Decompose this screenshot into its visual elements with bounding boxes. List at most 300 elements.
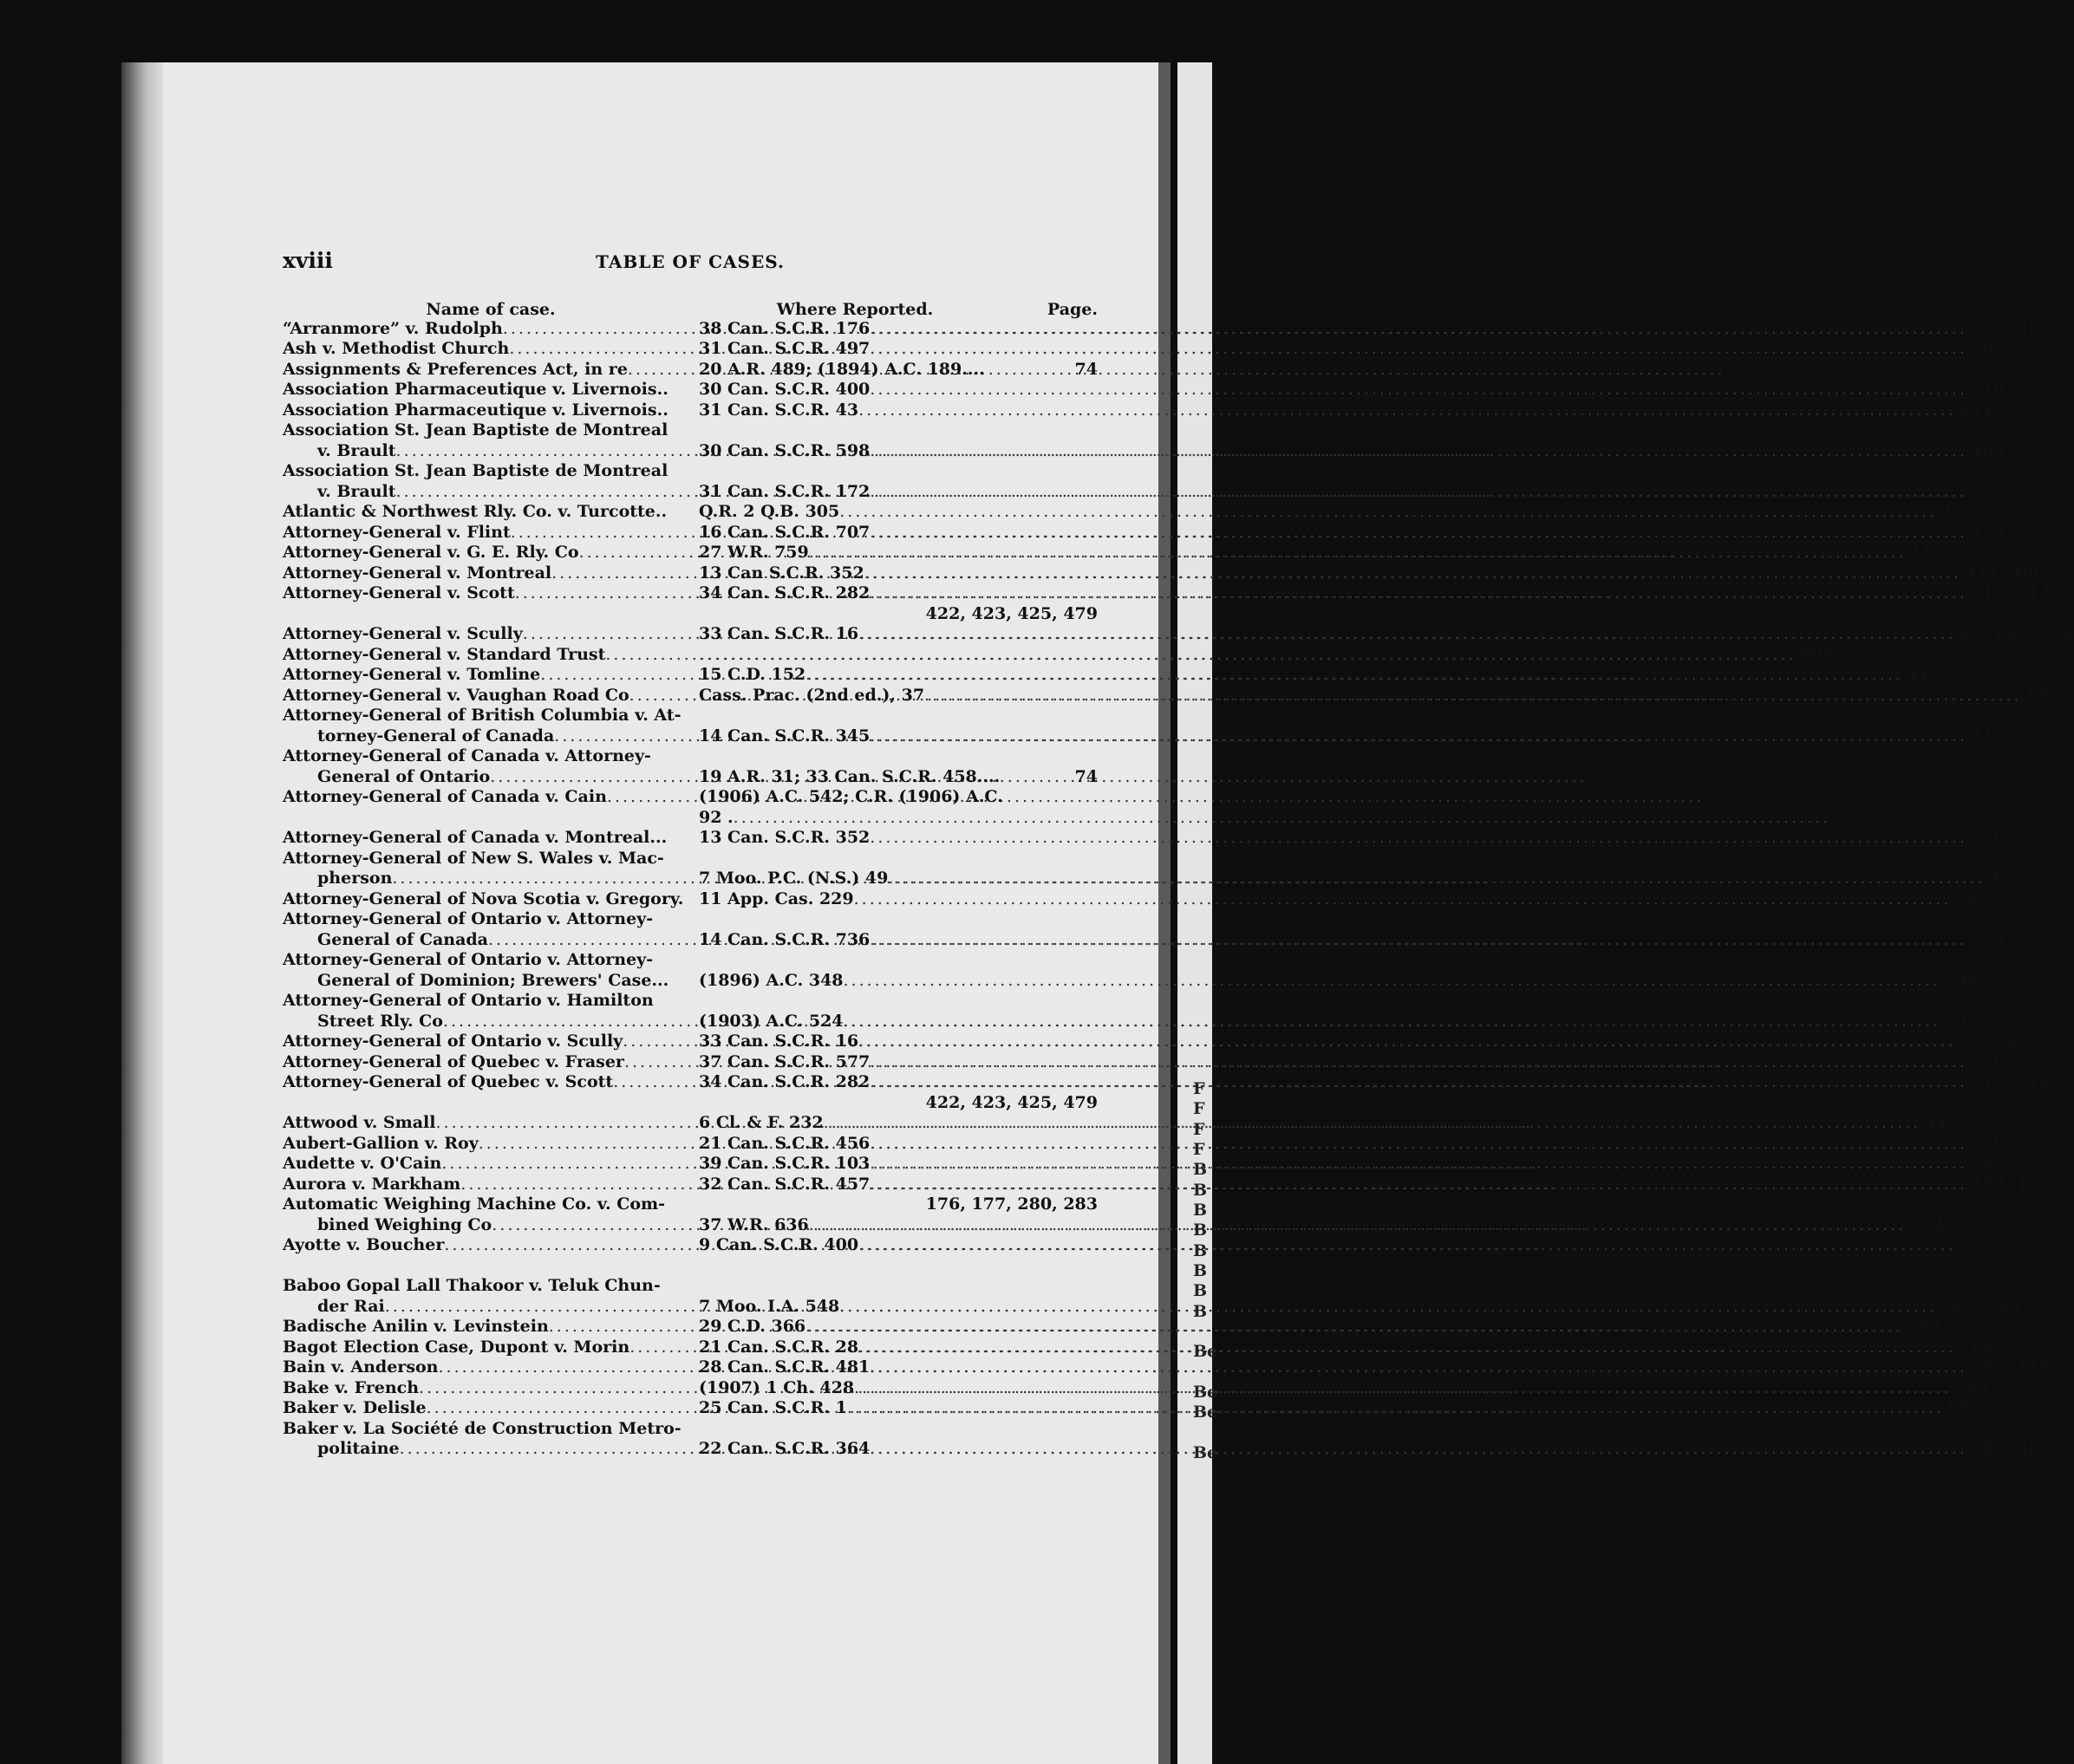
- where-reported: 25 Can. S.C.R. 1: [699, 1398, 847, 1417]
- where-reported: (1903) A.C. 524: [699, 1011, 844, 1031]
- where-reported-cell: [699, 522, 2006, 544]
- facing-page-fragment: Be: [1193, 1383, 1218, 1402]
- page-number: 192: [2025, 685, 2060, 705]
- case-name-cell: [283, 1052, 699, 1073]
- page-number: 74: [1074, 766, 1098, 786]
- dot-leader: [870, 1175, 1967, 1195]
- case-name-cell: [283, 971, 699, 992]
- case-name-cell: [283, 686, 699, 706]
- page-number: 337: [1944, 1011, 1979, 1031]
- case-name-cell: [283, 1378, 699, 1399]
- dot-leader: [870, 828, 1967, 849]
- case-name: bined Weighing Co: [317, 1214, 492, 1234]
- case-name-cell: [283, 604, 699, 625]
- table-row: [283, 950, 1098, 971]
- column-headers: [283, 298, 1098, 319]
- dot-leader: [864, 563, 1962, 584]
- page-number: 326: [1970, 1051, 2006, 1071]
- table-row: [283, 1032, 2074, 1052]
- page-number: 41: [1906, 665, 1930, 684]
- where-reported-cell: [699, 1113, 1959, 1134]
- where-reported-cell: [699, 563, 2045, 584]
- dot-leader: [870, 339, 1967, 360]
- dot-leader: [858, 1235, 1956, 1256]
- case-name: Assignments & Preferences Act, in re: [283, 359, 628, 379]
- page-number: 246: [1970, 828, 2006, 847]
- case-name: Attorney-General v. Vaughan Road Co: [283, 685, 629, 705]
- page-number: 336: [1944, 970, 1979, 990]
- where-reported: 39 Can. S.C.R. 103: [699, 1154, 871, 1173]
- where-reported: 13 Can S.C.R. 352: [699, 563, 864, 583]
- table-row: [283, 1011, 1979, 1032]
- page-number: 277, 415: [1970, 1357, 2051, 1377]
- case-name-cell: [283, 441, 699, 462]
- table-row: [283, 1113, 1959, 1134]
- where-reported: 20 A.R. 489; (1894) A.C. 189....: [699, 359, 985, 379]
- table-row: [283, 929, 2006, 951]
- dot-leader: [870, 441, 1967, 462]
- case-name: Attorney-General of Ontario v. Scully: [283, 1032, 623, 1051]
- case-name: Attorney-General v. Tomline: [283, 665, 541, 684]
- table-row: [283, 828, 2006, 849]
- case-name: Attorney-General v. Standard Trust: [283, 644, 606, 664]
- dot-leader: [870, 1134, 1967, 1155]
- where-reported-cell: [699, 339, 1994, 360]
- page-number: 257: [1940, 502, 1975, 521]
- where-reported: 30 Can. S.C.R. 400: [699, 380, 871, 399]
- case-name: Attorney-General of New S. Wales v. Mac-: [283, 848, 664, 868]
- page-number: 445: [1924, 1113, 1959, 1132]
- page-number: 49, 169, 282: [1959, 1032, 2074, 1051]
- table-row: [283, 1194, 1098, 1215]
- page-number: 240: [1970, 1133, 2006, 1153]
- facing-page-fragment: B: [1193, 1201, 1208, 1220]
- where-reported: 7 Moo. I.A. 548: [699, 1296, 840, 1316]
- facing-page-fragment: B: [1193, 1241, 1208, 1260]
- where-reported-cell: [699, 1051, 2006, 1073]
- page-number: 59: [1834, 807, 1857, 827]
- where-reported-cell: [699, 746, 1098, 767]
- table-row: [283, 685, 2060, 706]
- page-number: 584: [1909, 1214, 1944, 1234]
- facing-page-fragment: B: [1193, 1160, 1208, 1179]
- case-name: Automatic Weighing Machine Co. v. Com-: [283, 1194, 666, 1214]
- dot-leader: [839, 502, 1937, 523]
- case-name: pherson: [317, 869, 393, 888]
- page-number: 334: [1988, 869, 2024, 888]
- case-name-cell: [283, 950, 699, 971]
- case-name-cell: [283, 360, 699, 381]
- where-reported: Cass. Prac. (2nd ed.), 37: [699, 685, 925, 705]
- facing-page-edge: [1177, 62, 1212, 1764]
- case-name-cell: [283, 1215, 699, 1236]
- page-number: 272: [1959, 1235, 1994, 1254]
- table-row: [283, 339, 1994, 360]
- page-number: 349: [1970, 929, 2006, 949]
- where-reported-cell: [699, 889, 1978, 910]
- where-reported-cell: [699, 1093, 1098, 1114]
- table-row: [283, 318, 2051, 340]
- page-number: 607: [1799, 644, 1835, 664]
- page-number: 210: [1970, 380, 2006, 399]
- case-name: Ash v. Methodist Church: [283, 339, 510, 358]
- where-reported-cell: [699, 1235, 1994, 1256]
- dot-leader: [854, 1378, 1952, 1399]
- page-number: [699, 950, 1098, 971]
- case-name-cell: [283, 1012, 699, 1032]
- table-row: [283, 807, 1857, 829]
- table-row: [283, 706, 1098, 726]
- table-row: [283, 1154, 2006, 1175]
- facing-page-fragment: B: [1193, 1220, 1208, 1240]
- table-row: [283, 360, 1098, 381]
- where-reported-cell: [699, 849, 1098, 869]
- case-name-cell: [283, 1113, 699, 1134]
- column-header-name: Name of case.: [426, 299, 556, 319]
- where-reported-cell: [699, 461, 1098, 482]
- where-reported-cell: [699, 318, 2051, 340]
- where-reported-cell: [699, 1317, 1941, 1338]
- case-name: Attorney-General of Canada v. Attorney-: [283, 746, 651, 765]
- page-number: [699, 909, 1098, 930]
- table-row: [283, 1235, 1994, 1256]
- where-reported: 30 Can. S.C.R. 598: [699, 440, 871, 460]
- where-reported: 32 Can. S.C.R. 457: [699, 1174, 871, 1194]
- case-name: Audette v. O'Cain: [283, 1154, 442, 1173]
- column-header-page: Page.: [1047, 299, 1098, 319]
- where-reported: 6 Cl. & F. 232: [699, 1113, 824, 1132]
- where-reported: (1906) A.C. 542; C.R. (1906) A.C.: [699, 787, 1003, 806]
- dot-leader: [870, 1154, 1967, 1175]
- dot-leader: [858, 400, 1956, 421]
- where-reported-cell: [699, 807, 1857, 829]
- table-of-cases: [283, 298, 2074, 1460]
- page-number: 584: [1954, 1377, 1990, 1397]
- where-reported-cell: [699, 1174, 2057, 1195]
- page-number: [699, 1276, 1098, 1297]
- where-reported-cell: [699, 604, 1098, 625]
- page-number: 80, 308: [1970, 1439, 2040, 1458]
- page-number: 265, 333: [1940, 1296, 2021, 1316]
- case-name: Attwood v. Small: [283, 1113, 436, 1132]
- table-row: [283, 380, 2006, 400]
- page-number: 176, 177, 280, 283: [925, 1194, 1098, 1214]
- facing-page-fragment: F: [1193, 1079, 1205, 1098]
- facing-page-fragment: B: [1193, 1302, 1208, 1321]
- case-name: Attorney-General v. Scott: [283, 583, 515, 602]
- facing-page-fragment: F: [1193, 1120, 1205, 1139]
- case-name-cell: [283, 1194, 699, 1215]
- table-row: [283, 767, 1098, 788]
- case-name-cell: [283, 502, 699, 523]
- dot-leader: [870, 1072, 1967, 1093]
- where-reported-cell: [699, 481, 1994, 503]
- page-number: 330, 367: [1970, 318, 2051, 338]
- where-reported-cell: [699, 991, 1098, 1012]
- page-number: 55: [1970, 481, 1994, 501]
- page-number: 768: [1959, 1337, 1994, 1357]
- where-reported: 37 Can. S.C.R. 577: [699, 1051, 871, 1071]
- table-row: [283, 481, 1994, 503]
- table-row: [283, 522, 2006, 544]
- dot-leader: [870, 1052, 1967, 1073]
- page-number: [699, 849, 1098, 869]
- dot-leader: [824, 1113, 1921, 1134]
- table-row: [283, 1317, 1941, 1338]
- case-name-cell: [283, 746, 699, 767]
- dot-leader: [805, 665, 1903, 686]
- case-name: Attorney-General v. Flint: [283, 522, 511, 542]
- where-reported-cell: [699, 420, 1098, 441]
- where-reported: 31 Can. S.C.R. 172: [699, 481, 871, 501]
- page-number: 75: [1954, 889, 1978, 908]
- page-number: 441, 486: [1965, 563, 2045, 583]
- table-row: [283, 787, 1098, 808]
- dot-leader: [847, 1398, 1945, 1419]
- where-reported-cell: [699, 1296, 2021, 1318]
- table-row: [283, 970, 1979, 992]
- case-name: General of Canada: [317, 929, 488, 949]
- table-row: [283, 665, 1930, 686]
- where-reported: 27 W.R. 759: [699, 543, 809, 562]
- case-name-cell: [283, 909, 699, 930]
- table-row: [283, 909, 1098, 930]
- where-reported-cell: [699, 380, 2006, 400]
- table-row: [283, 1174, 2057, 1195]
- page-number: 227: [1970, 1154, 2006, 1173]
- page-folio: xviii: [283, 248, 333, 273]
- dot-leader: [805, 1317, 1903, 1338]
- where-reported: (1907) 1 Ch. 428: [699, 1377, 855, 1397]
- where-reported: 16 Can. S.C.R. 707: [699, 522, 871, 542]
- where-reported-cell: [699, 1194, 1098, 1215]
- page-number: 41: [1909, 543, 1933, 562]
- where-reported-cell: [699, 543, 1933, 563]
- table-row: [283, 502, 1975, 523]
- case-name-cell: [283, 1317, 699, 1338]
- case-name-cell: [283, 319, 699, 340]
- page-number: 217, 414,: [1970, 1072, 2057, 1091]
- page-number: [699, 461, 1098, 482]
- case-name-cell: [283, 523, 699, 544]
- dot-leader: [858, 1338, 1956, 1358]
- where-reported: 38 Can. S.C.R. 176: [699, 318, 871, 338]
- page-number: [699, 746, 1098, 767]
- dot-leader: [870, 726, 1967, 747]
- page-number: [699, 991, 1098, 1012]
- case-name-cell: [283, 1338, 699, 1358]
- case-name-cell: [283, 1134, 699, 1155]
- case-name-cell: [283, 339, 699, 360]
- case-name: Association St. Jean Baptiste de Montreal: [283, 461, 669, 480]
- table-row: [283, 889, 1978, 910]
- where-reported-cell: [699, 1357, 2051, 1378]
- page-number: 422, 423, 425, 479: [925, 603, 1098, 623]
- where-reported-cell: [699, 970, 1979, 992]
- page-number: 418: [1970, 726, 2006, 745]
- case-name-cell: [283, 400, 699, 421]
- page-number: 169, 171,: [1970, 1174, 2057, 1194]
- where-reported: 34 Can. S.C.R. 282: [699, 583, 871, 602]
- where-reported-cell: [699, 909, 1098, 930]
- case-name-cell: [283, 849, 699, 869]
- where-reported-cell: [699, 726, 2006, 747]
- case-name: Attorney-General of Canada v. Montreal...: [283, 828, 668, 847]
- where-reported-cell: [699, 1032, 2074, 1052]
- where-reported-cell: [699, 1133, 2006, 1155]
- table-row: [283, 1214, 1944, 1236]
- where-reported-cell: [699, 644, 1835, 666]
- table-row: [283, 420, 1098, 441]
- page-number: [699, 706, 1098, 726]
- where-reported: 92 .: [699, 807, 734, 827]
- dot-leader: [924, 686, 2022, 706]
- table-row: [283, 746, 1098, 767]
- page-number: 422, 423, 425, 479: [925, 1092, 1098, 1112]
- case-name: Association Pharmaceutique v. Livernois..: [283, 380, 669, 399]
- facing-page-fragment: B: [1193, 1181, 1208, 1200]
- case-name-cell: [283, 482, 699, 503]
- case-name-cell: [283, 665, 699, 686]
- column-header-where: Where Reported.: [776, 299, 934, 319]
- page-number: 583: [1906, 1317, 1941, 1336]
- case-name: Attorney-General of Nova Scotia v. Gregory.: [283, 889, 684, 908]
- dot-leader: [870, 380, 1967, 400]
- case-name-cell: [283, 787, 699, 808]
- facing-page-fragment: Be: [1193, 1403, 1218, 1422]
- dot-leader: [844, 1012, 1941, 1032]
- case-name: Bake v. French: [283, 1377, 420, 1397]
- case-name-cell: [283, 1235, 699, 1256]
- table-row: [283, 869, 2024, 889]
- where-reported-cell: [699, 440, 2006, 462]
- dot-leader: [854, 889, 1952, 910]
- dot-leader: [870, 482, 1967, 503]
- case-name: Aurora v. Markham: [283, 1174, 461, 1194]
- case-name-cell: [283, 889, 699, 910]
- where-reported: 14 Can. S.C.R. 345: [699, 726, 871, 745]
- where-reported: 14 Can. S.C.R. 736: [699, 929, 871, 949]
- dot-leader: [699, 645, 1797, 666]
- case-name-cell: [283, 808, 699, 829]
- case-name-cell: [283, 706, 699, 726]
- table-row: [283, 1357, 2051, 1378]
- where-reported: 7 Moo. P.C. (N.S.) 49: [699, 869, 889, 888]
- case-name-cell: [283, 1297, 699, 1318]
- where-reported: 19 A.R. 31; 33 Can. S.C.R. 458....: [699, 766, 1001, 786]
- case-name: politaine: [317, 1439, 400, 1458]
- where-reported: 13 Can. S.C.R. 352: [699, 828, 871, 847]
- case-name-cell: [283, 1175, 699, 1195]
- table-row: [283, 543, 1933, 563]
- dot-leader: [870, 523, 1967, 544]
- table-row: [283, 1296, 2021, 1318]
- where-reported-cell: [699, 360, 1098, 381]
- case-name: Attorney-General of Canada v. Cain: [283, 787, 607, 806]
- page-number: 49, 169, 282: [1959, 624, 2074, 643]
- case-name: Attorney-General v. G. E. Rly. Co: [283, 543, 579, 562]
- facing-page-fragment: B: [1193, 1261, 1208, 1280]
- facing-page-fragment: B: [1193, 1281, 1208, 1300]
- table-row: [283, 563, 2045, 584]
- where-reported: 37 W.R. 636: [699, 1214, 809, 1234]
- case-name: Attorney-General of Quebec v. Scott: [283, 1072, 614, 1091]
- dot-leader: [809, 1215, 1907, 1236]
- case-name-cell: [283, 1398, 699, 1419]
- table-row: [283, 1051, 2006, 1073]
- page-number: 211: [1959, 400, 1994, 420]
- where-reported-cell: [699, 1276, 1098, 1297]
- case-name-cell: [283, 543, 699, 563]
- case-name: Bagot Election Case, Dupont v. Morin: [283, 1337, 630, 1357]
- where-reported-cell: [699, 869, 2024, 889]
- where-reported-cell: [699, 950, 1098, 971]
- case-name-cell: [283, 767, 699, 788]
- table-row: [283, 440, 2006, 462]
- page-number: [1003, 787, 1098, 808]
- case-name: Association St. Jean Baptiste de Montreal: [283, 420, 669, 439]
- case-name-cell: [283, 726, 699, 747]
- case-name: Attorney-General of Ontario v. Hamilton: [283, 991, 654, 1010]
- case-name: Attorney-General of Quebec v. Fraser: [283, 1051, 624, 1071]
- where-reported-cell: [699, 583, 2057, 604]
- page-number: 88: [1947, 1398, 1971, 1417]
- case-name-cell: [283, 563, 699, 584]
- table-row: [283, 1276, 1098, 1297]
- where-reported-cell: [699, 400, 1994, 421]
- where-reported: 28 Can. S.C.R. 481: [699, 1357, 871, 1377]
- facing-page-fragment: Be: [1193, 1342, 1218, 1361]
- where-reported-cell: [699, 1154, 2006, 1175]
- table-row: [283, 1419, 1098, 1440]
- table-row: [283, 1133, 2006, 1155]
- case-name-cell: [283, 1072, 699, 1093]
- case-name-cell: [283, 624, 699, 645]
- case-name: General of Ontario: [317, 766, 491, 786]
- case-name-cell: [283, 583, 699, 604]
- case-name: Attorney-General v. Montreal: [283, 563, 552, 583]
- where-reported-cell: [699, 787, 1098, 808]
- page-gutter: [1158, 62, 1171, 1764]
- dot-leader: [858, 624, 1956, 645]
- case-name: General of Dominion; Brewers' Case...: [317, 970, 669, 990]
- running-title: TABLE OF CASES.: [596, 251, 785, 272]
- case-name: Baboo Gopal Lall Thakoor v. Teluk Chun-: [283, 1276, 661, 1295]
- where-reported: 31 Can. S.C.R. 43: [699, 400, 859, 420]
- section-spacer: [283, 1256, 1098, 1277]
- where-reported-cell: [699, 706, 1098, 726]
- case-name: Bain v. Anderson: [283, 1357, 439, 1377]
- table-row: [283, 400, 1994, 421]
- case-name-cell: [283, 461, 699, 482]
- where-reported-cell: [699, 685, 2060, 706]
- case-name-cell: [283, 828, 699, 849]
- case-name: Attorney-General of Ontario v. Attorney-: [283, 950, 654, 969]
- table-row: [283, 461, 1098, 482]
- case-name-cell: [283, 1276, 699, 1297]
- page-header: [283, 248, 1098, 279]
- table-row: [283, 849, 1098, 869]
- where-reported-cell: [699, 828, 2006, 849]
- case-name: Atlantic & Northwest Rly. Co. v. Turcotte..: [283, 502, 668, 521]
- page-number: [699, 1419, 1098, 1440]
- table-row: [283, 644, 1835, 666]
- where-reported-cell: [699, 502, 1975, 523]
- where-reported-cell: [699, 767, 1098, 788]
- table-row: [283, 726, 2006, 747]
- where-reported-cell: [699, 1011, 1979, 1032]
- case-name: v. Brault: [317, 481, 396, 501]
